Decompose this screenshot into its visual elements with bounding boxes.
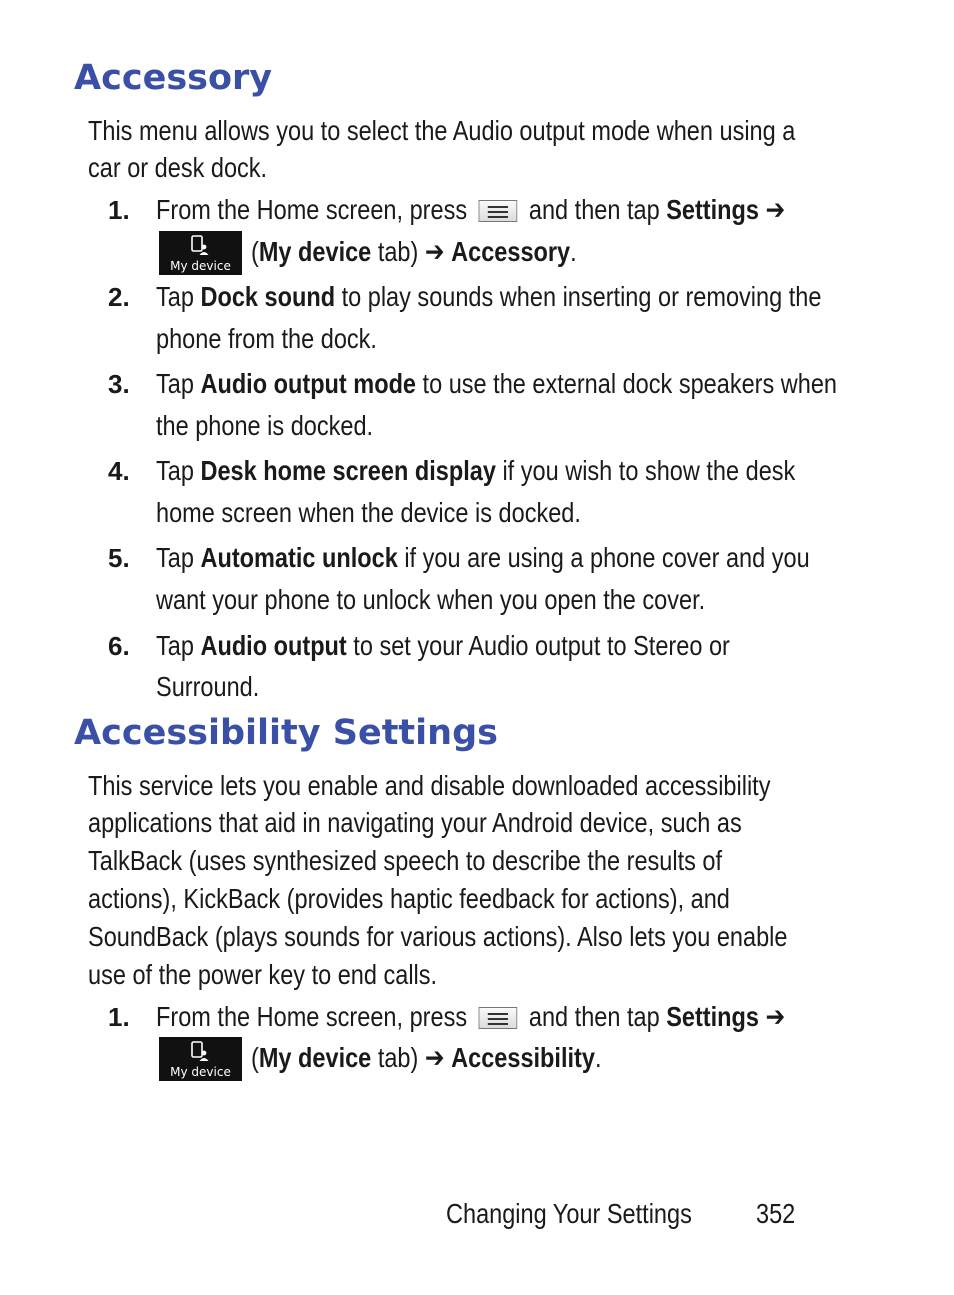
accessibility-intro-line-4: actions), KickBack (provides haptic feedback for actions), and	[88, 883, 730, 914]
accessory-step-1-line-1: From the Home screen, press and then tap Settings ➔	[156, 194, 786, 225]
step-number: 1.	[108, 195, 130, 225]
step-number: 5.	[108, 543, 130, 573]
accessory-step-3-line-1: Tap Audio output mode to use the external dock speakers when	[156, 368, 838, 399]
accessory-step-6-line-1: Tap Audio output to set your Audio output to Stereo or	[156, 630, 730, 661]
accessibility-step-1-line-2: (My device tab) ➔ Accessibility.	[251, 1042, 602, 1073]
accessory-step-4-line-2: home screen when the device is docked.	[156, 497, 581, 528]
accessory-step-5-line-1: Tap Automatic unlock if you are using a phone cover and you	[156, 542, 810, 573]
accessory-step-3-line-2: the phone is docked.	[156, 410, 374, 441]
accessibility-intro-line-6: use of the power key to end calls.	[88, 959, 438, 990]
phone-person-icon	[191, 235, 209, 255]
step-number: 2.	[108, 282, 130, 312]
heading-accessibility-settings: Accessibility Settings	[74, 713, 498, 753]
accessory-step-2-line-2: phone from the dock.	[156, 323, 377, 354]
my-device-tab-icon	[159, 231, 242, 275]
accessibility-intro-line-2: applications that aid in navigating your Android device, such as	[88, 807, 742, 838]
accessory-step-5-line-2: want your phone to unlock when you open the cover.	[156, 584, 706, 615]
accessibility-intro-line-3: TalkBack (uses synthesized speech to describe the results of	[88, 845, 723, 876]
accessibility-intro-line-5: SoundBack (plays sounds for various actions). Also lets you enable	[88, 921, 788, 952]
menu-key-icon	[479, 200, 518, 222]
page-number: 352	[756, 1198, 796, 1229]
accessibility-intro-line-1: This service lets you enable and disable downloaded accessibility	[88, 770, 771, 801]
heading-accessory: Accessory	[74, 58, 273, 98]
menu-key-icon	[479, 1007, 518, 1029]
accessory-intro-line-2: car or desk dock.	[88, 152, 268, 183]
accessory-step-6-line-2: Surround.	[156, 671, 260, 702]
accessory-step-1-line-2: (My device tab) ➔ Accessory.	[251, 236, 577, 267]
step-number: 4.	[108, 456, 130, 486]
accessory-intro-line-1: This menu allows you to select the Audio output mode when using a	[88, 115, 796, 146]
step-number: 6.	[108, 631, 130, 661]
accessory-step-2-line-1: Tap Dock sound to play sounds when inserting or removing the	[156, 281, 822, 312]
step-number: 3.	[108, 369, 130, 399]
phone-person-icon	[191, 1041, 209, 1061]
my-device-icon-label: My device	[170, 259, 231, 273]
my-device-icon-label: My device	[170, 1065, 231, 1079]
step-number: 1.	[108, 1002, 130, 1032]
accessory-step-4-line-1: Tap Desk home screen display if you wish to show the desk	[156, 455, 796, 486]
accessibility-step-1-line-1: From the Home screen, press and then tap Settings ➔	[156, 1001, 786, 1032]
footer-section-title: Changing Your Settings	[446, 1198, 692, 1229]
my-device-tab-icon	[159, 1037, 242, 1081]
